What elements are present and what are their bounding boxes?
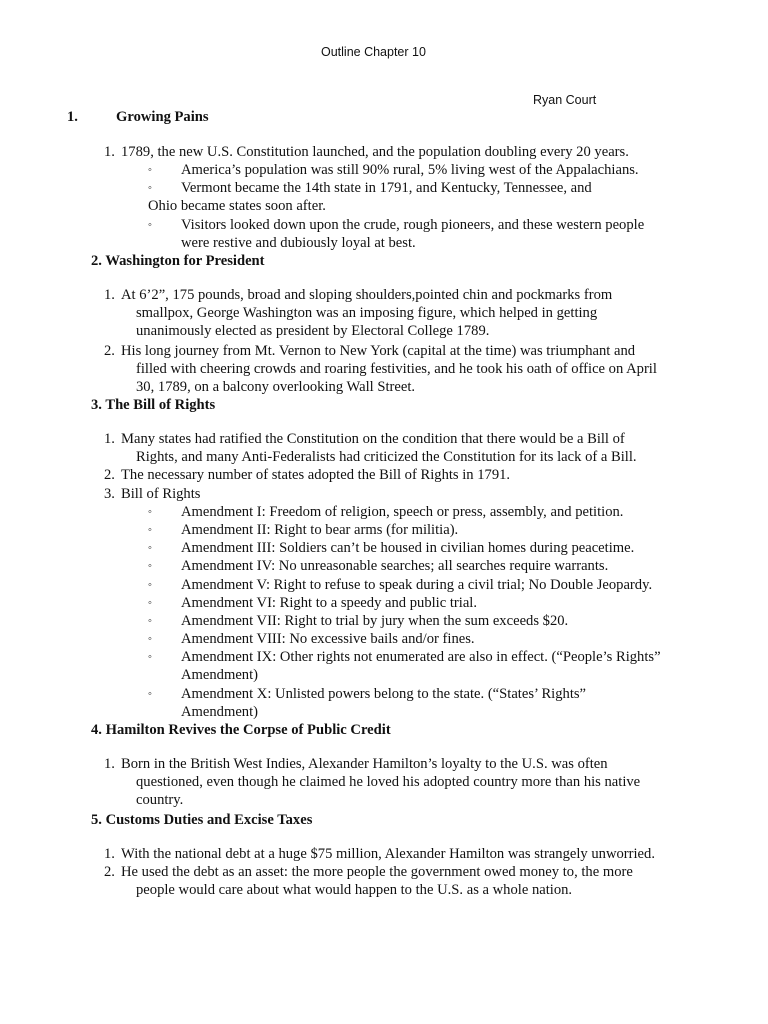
- amendment-4: Amendment IV: No unreasonable searches; all searches require warrants.: [181, 558, 609, 574]
- section-1-number: 1.: [67, 109, 78, 125]
- bullet-icon: ◦: [148, 164, 152, 176]
- s5-item-1-line-1: With the national debt at a huge $75 million, Alexander Hamilton was strangely unworried.: [121, 846, 655, 862]
- bullet-icon: ◦: [148, 579, 152, 591]
- section-2-heading: 2. Washington for President: [91, 253, 265, 269]
- s3-item-3-number: 3.: [104, 486, 115, 502]
- s2-item-2-line-2: filled with cheering crowds and roaring festivities, and he took his oath of office on April: [136, 361, 657, 377]
- bullet-icon: ◦: [148, 219, 152, 231]
- s4-item-1-number: 1.: [104, 756, 115, 772]
- s2-item-1-number: 1.: [104, 287, 115, 303]
- s1-bullet-1-line-1: America’s population was still 90% rural, 5% living west of the Appalachians.: [181, 162, 639, 178]
- bullet-icon: ◦: [148, 615, 152, 627]
- s2-item-2-line-1: His long journey from Mt. Vernon to New York (capital at the time) was triumphant and: [121, 343, 636, 359]
- section-5-heading: 5. Customs Duties and Excise Taxes: [91, 812, 313, 828]
- bullet-icon: ◦: [148, 633, 152, 645]
- author-name: Ryan Court: [533, 93, 597, 107]
- s2-item-1-line-2: smallpox, George Washington was an imposing figure, which helped in getting: [136, 305, 598, 321]
- amendment-5: Amendment V: Right to refuse to speak during a civil trial; No Double Jeopardy.: [181, 577, 653, 593]
- s5-item-2-number: 2.: [104, 864, 115, 880]
- bullet-icon: ◦: [148, 542, 152, 554]
- section-4-heading: 4. Hamilton Revives the Corpse of Public Credit: [91, 722, 391, 738]
- amendment-3: Amendment III: Soldiers can’t be housed in civilian homes during peacetime.: [181, 540, 635, 556]
- section-1-heading: Growing Pains: [116, 109, 209, 125]
- bullet-icon: ◦: [148, 597, 152, 609]
- bullet-icon: ◦: [148, 560, 152, 572]
- s4-item-1-line-1: Born in the British West Indies, Alexander Hamilton’s loyalty to the U.S. was often: [121, 756, 608, 772]
- s1-bullet-2-line-2: Ohio became states soon after.: [148, 198, 326, 214]
- s2-item-2-number: 2.: [104, 343, 115, 359]
- amendment-2: Amendment II: Right to bear arms (for militia).: [181, 522, 459, 538]
- s2-item-2-line-3: 30, 1789, on a balcony overlooking Wall Street.: [136, 379, 416, 395]
- bullet-icon: ◦: [148, 688, 152, 700]
- s3-item-2-line-1: The necessary number of states adopted the Bill of Rights in 1791.: [121, 467, 511, 483]
- s1-item-1-number: 1.: [104, 144, 115, 160]
- s5-item-1-number: 1.: [104, 846, 115, 862]
- s3-item-1-line-2: Rights, and many Anti-Federalists had criticized the Constitution for its lack of a Bill.: [136, 449, 637, 465]
- s2-item-1-line-1: At 6’2”, 175 pounds, broad and sloping shoulders,pointed chin and pockmarks from: [121, 287, 613, 303]
- s3-item-3-line-1: Bill of Rights: [121, 486, 201, 502]
- page-title: Outline Chapter 10: [321, 45, 426, 59]
- amendment-6: Amendment VI: Right to a speedy and public trial.: [181, 595, 478, 611]
- s4-item-1-line-3: country.: [136, 792, 184, 808]
- s1-bullet-3-line-2: were restive and dubiously loyal at best.: [181, 235, 416, 251]
- amendment-9-line-2: Amendment): [181, 667, 259, 683]
- s4-item-1-line-2: questioned, even though he claimed he loved his adopted country more than his native: [136, 774, 641, 790]
- s1-item-1-line-1: 1789, the new U.S. Constitution launched, and the population doubling every 20 years.: [121, 144, 629, 160]
- amendment-10-line-1: Amendment X: Unlisted powers belong to the state. (“States’ Rights”: [181, 686, 587, 702]
- s1-bullet-2-line-1: Vermont became the 14th state in 1791, and Kentucky, Tennessee, and: [181, 180, 592, 196]
- s3-item-1-line-1: Many states had ratified the Constitution on the condition that there would be a Bill of: [121, 431, 625, 447]
- s2-item-1-line-3: unanimously elected as president by Electoral College 1789.: [136, 323, 490, 339]
- s5-item-2-line-1: He used the debt as an asset: the more people the government owed money to, the more: [121, 864, 633, 880]
- s3-item-2-number: 2.: [104, 467, 115, 483]
- s5-item-2-line-2: people would care about what would happen to the U.S. as a whole nation.: [136, 882, 573, 898]
- amendment-8: Amendment VIII: No excessive bails and/or fines.: [181, 631, 475, 647]
- amendment-1: Amendment I: Freedom of religion, speech or press, assembly, and petition.: [181, 504, 624, 520]
- bullet-icon: ◦: [148, 524, 152, 536]
- s1-bullet-3-line-1: Visitors looked down upon the crude, rough pioneers, and these western people: [181, 217, 645, 233]
- bullet-icon: ◦: [148, 651, 152, 663]
- amendment-10-line-2: Amendment): [181, 704, 259, 720]
- amendment-7: Amendment VII: Right to trial by jury when the sum exceeds $20.: [181, 613, 569, 629]
- amendment-9-line-1: Amendment IX: Other rights not enumerated are also in effect. (“People’s Rights”: [181, 649, 661, 665]
- bullet-icon: ◦: [148, 506, 152, 518]
- bullet-icon: ◦: [148, 182, 152, 194]
- section-3-heading: 3. The Bill of Rights: [91, 397, 216, 413]
- s3-item-1-number: 1.: [104, 431, 115, 447]
